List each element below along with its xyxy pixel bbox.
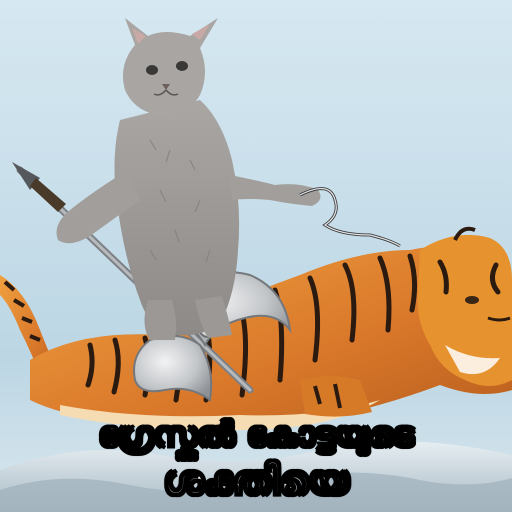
tiger-figure	[0, 229, 512, 430]
caption-line-2: ശക്തിയെ	[163, 458, 349, 504]
caption-line-1: ഗ്രേസ്കൽ കോട്ടയുടെ	[98, 415, 414, 455]
